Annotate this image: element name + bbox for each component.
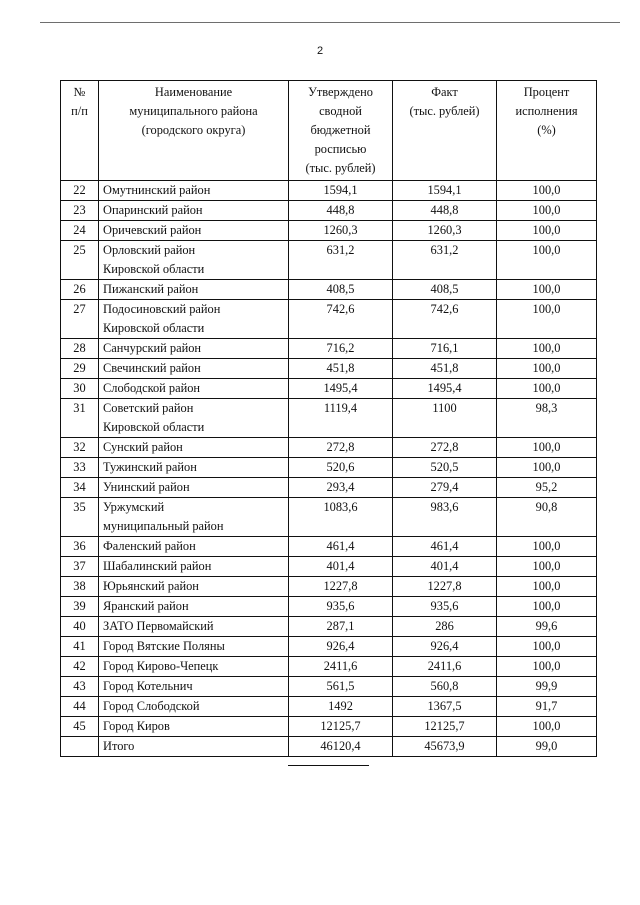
cell-number: 27 — [61, 300, 99, 339]
cell-district-name: ЗАТО Первомайский — [99, 617, 289, 637]
cell-number: 23 — [61, 201, 99, 221]
cell-number: 36 — [61, 537, 99, 557]
cell-fact: 560,8 — [393, 677, 497, 697]
cell-district-name: Оричевский район — [99, 221, 289, 241]
table-row — [61, 697, 597, 717]
table-total-row — [61, 737, 597, 757]
cell-number: 26 — [61, 280, 99, 300]
table-row — [61, 359, 597, 379]
table-row — [61, 438, 597, 458]
cell-district-name: Юрьянский район — [99, 577, 289, 597]
header-number: № п/п — [61, 81, 99, 181]
cell-number: 44 — [61, 697, 99, 717]
cell-number: 45 — [61, 717, 99, 737]
end-divider — [288, 765, 369, 766]
cell-fact: 983,6 — [393, 498, 497, 537]
cell-district-name: Слободской район — [99, 379, 289, 399]
table-row — [61, 498, 597, 537]
cell-fact: 408,5 — [393, 280, 497, 300]
top-divider — [40, 22, 620, 23]
cell-approved: 1594,1 — [289, 181, 393, 201]
cell-approved: 408,5 — [289, 280, 393, 300]
cell-fact: 461,4 — [393, 537, 497, 557]
header-district-name: Наименование муниципального района (городского округа) — [99, 81, 289, 181]
cell-district-name: Город Киров — [99, 717, 289, 737]
cell-percent: 100,0 — [497, 537, 597, 557]
table-row — [61, 399, 597, 438]
cell-fact: 926,4 — [393, 637, 497, 657]
table-row — [61, 201, 597, 221]
cell-district-name: Шабалинский район — [99, 557, 289, 577]
table-row — [61, 280, 597, 300]
table-row — [61, 478, 597, 498]
cell-percent: 100,0 — [497, 438, 597, 458]
header-fact: Факт (тыс. рублей) — [393, 81, 497, 181]
table-row — [61, 537, 597, 557]
cell-fact: 520,5 — [393, 458, 497, 478]
cell-percent: 100,0 — [497, 241, 597, 280]
table-header-row — [61, 81, 597, 181]
cell-fact: 272,8 — [393, 438, 497, 458]
cell-district-name: Орловский район Кировской области — [99, 241, 289, 280]
cell-percent: 99,9 — [497, 677, 597, 697]
cell-district-name: Унинский район — [99, 478, 289, 498]
cell-number: 37 — [61, 557, 99, 577]
table-row — [61, 557, 597, 577]
cell-number: 31 — [61, 399, 99, 438]
table-row — [61, 597, 597, 617]
cell-number: 33 — [61, 458, 99, 478]
cell-percent: 95,2 — [497, 478, 597, 498]
cell-district-name: Город Вятские Поляны — [99, 637, 289, 657]
cell-approved: 12125,7 — [289, 717, 393, 737]
cell-district-name: Советский район Кировской области — [99, 399, 289, 438]
cell-number: 41 — [61, 637, 99, 657]
cell-fact: 716,1 — [393, 339, 497, 359]
cell-fact: 1495,4 — [393, 379, 497, 399]
cell-number — [61, 737, 99, 757]
table-row — [61, 577, 597, 597]
cell-percent: 100,0 — [497, 577, 597, 597]
cell-district-name: Город Слободской — [99, 697, 289, 717]
cell-number: 34 — [61, 478, 99, 498]
header-percent: Процент исполнения (%) — [497, 81, 597, 181]
cell-percent: 100,0 — [497, 379, 597, 399]
cell-approved: 716,2 — [289, 339, 393, 359]
cell-number: 28 — [61, 339, 99, 359]
cell-percent: 100,0 — [497, 280, 597, 300]
cell-approved: 1495,4 — [289, 379, 393, 399]
cell-percent: 100,0 — [497, 339, 597, 359]
table-row — [61, 181, 597, 201]
cell-number: 39 — [61, 597, 99, 617]
cell-percent: 90,8 — [497, 498, 597, 537]
cell-approved: 46120,4 — [289, 737, 393, 757]
cell-percent: 100,0 — [497, 557, 597, 577]
cell-percent: 98,3 — [497, 399, 597, 438]
cell-fact: 448,8 — [393, 201, 497, 221]
cell-approved: 742,6 — [289, 300, 393, 339]
cell-approved: 1492 — [289, 697, 393, 717]
cell-number: 25 — [61, 241, 99, 280]
cell-approved: 1227,8 — [289, 577, 393, 597]
cell-percent: 100,0 — [497, 300, 597, 339]
cell-percent: 100,0 — [497, 201, 597, 221]
cell-approved: 935,6 — [289, 597, 393, 617]
cell-fact: 401,4 — [393, 557, 497, 577]
cell-percent: 100,0 — [497, 597, 597, 617]
table-row — [61, 657, 597, 677]
cell-fact: 1227,8 — [393, 577, 497, 597]
cell-number: 38 — [61, 577, 99, 597]
cell-fact: 45673,9 — [393, 737, 497, 757]
table-row — [61, 241, 597, 280]
cell-percent: 100,0 — [497, 717, 597, 737]
cell-fact: 1100 — [393, 399, 497, 438]
table-row — [61, 637, 597, 657]
cell-district-name: Город Кирово-Чепецк — [99, 657, 289, 677]
cell-fact: 742,6 — [393, 300, 497, 339]
cell-approved: 293,4 — [289, 478, 393, 498]
cell-percent: 100,0 — [497, 181, 597, 201]
table-row — [61, 717, 597, 737]
cell-fact: 12125,7 — [393, 717, 497, 737]
cell-fact: 286 — [393, 617, 497, 637]
cell-approved: 448,8 — [289, 201, 393, 221]
cell-percent: 100,0 — [497, 637, 597, 657]
cell-fact: 1367,5 — [393, 697, 497, 717]
cell-approved: 520,6 — [289, 458, 393, 478]
cell-district-name: Омутнинский район — [99, 181, 289, 201]
table-row — [61, 677, 597, 697]
cell-approved: 631,2 — [289, 241, 393, 280]
header-approved: Утверждено сводной бюджетной росписью (тыс. рублей) — [289, 81, 393, 181]
cell-fact: 279,4 — [393, 478, 497, 498]
cell-approved: 272,8 — [289, 438, 393, 458]
cell-number: 22 — [61, 181, 99, 201]
cell-percent: 91,7 — [497, 697, 597, 717]
table-row — [61, 617, 597, 637]
cell-percent: 99,6 — [497, 617, 597, 637]
cell-approved: 1083,6 — [289, 498, 393, 537]
page-number: 2 — [316, 45, 324, 57]
cell-fact: 451,8 — [393, 359, 497, 379]
cell-district-name: Опаринский район — [99, 201, 289, 221]
cell-percent: 100,0 — [497, 221, 597, 241]
cell-approved: 1119,4 — [289, 399, 393, 438]
cell-percent: 100,0 — [497, 657, 597, 677]
table-row — [61, 458, 597, 478]
cell-number: 30 — [61, 379, 99, 399]
cell-number: 40 — [61, 617, 99, 637]
table-row — [61, 221, 597, 241]
cell-fact: 1594,1 — [393, 181, 497, 201]
table-row — [61, 300, 597, 339]
cell-district-name: Итого — [99, 737, 289, 757]
cell-percent: 100,0 — [497, 458, 597, 478]
cell-number: 29 — [61, 359, 99, 379]
cell-approved: 1260,3 — [289, 221, 393, 241]
cell-percent: 99,0 — [497, 737, 597, 757]
cell-district-name: Санчурский район — [99, 339, 289, 359]
cell-district-name: Фаленский район — [99, 537, 289, 557]
table-row — [61, 339, 597, 359]
cell-number: 42 — [61, 657, 99, 677]
cell-fact: 2411,6 — [393, 657, 497, 677]
cell-number: 32 — [61, 438, 99, 458]
table-body — [61, 181, 597, 757]
cell-approved: 461,4 — [289, 537, 393, 557]
cell-approved: 2411,6 — [289, 657, 393, 677]
cell-district-name: Яранский район — [99, 597, 289, 617]
cell-approved: 451,8 — [289, 359, 393, 379]
cell-approved: 561,5 — [289, 677, 393, 697]
cell-percent: 100,0 — [497, 359, 597, 379]
cell-district-name: Пижанский район — [99, 280, 289, 300]
cell-fact: 631,2 — [393, 241, 497, 280]
cell-fact: 935,6 — [393, 597, 497, 617]
cell-approved: 287,1 — [289, 617, 393, 637]
cell-fact: 1260,3 — [393, 221, 497, 241]
cell-district-name: Тужинский район — [99, 458, 289, 478]
cell-approved: 401,4 — [289, 557, 393, 577]
table-row — [61, 379, 597, 399]
budget-execution-table — [60, 80, 597, 757]
cell-district-name: Уржумский муниципальный район — [99, 498, 289, 537]
cell-district-name: Подосиновский район Кировской области — [99, 300, 289, 339]
cell-approved: 926,4 — [289, 637, 393, 657]
cell-district-name: Город Котельнич — [99, 677, 289, 697]
cell-district-name: Свечинский район — [99, 359, 289, 379]
cell-district-name: Сунский район — [99, 438, 289, 458]
cell-number: 24 — [61, 221, 99, 241]
cell-number: 43 — [61, 677, 99, 697]
cell-number: 35 — [61, 498, 99, 537]
